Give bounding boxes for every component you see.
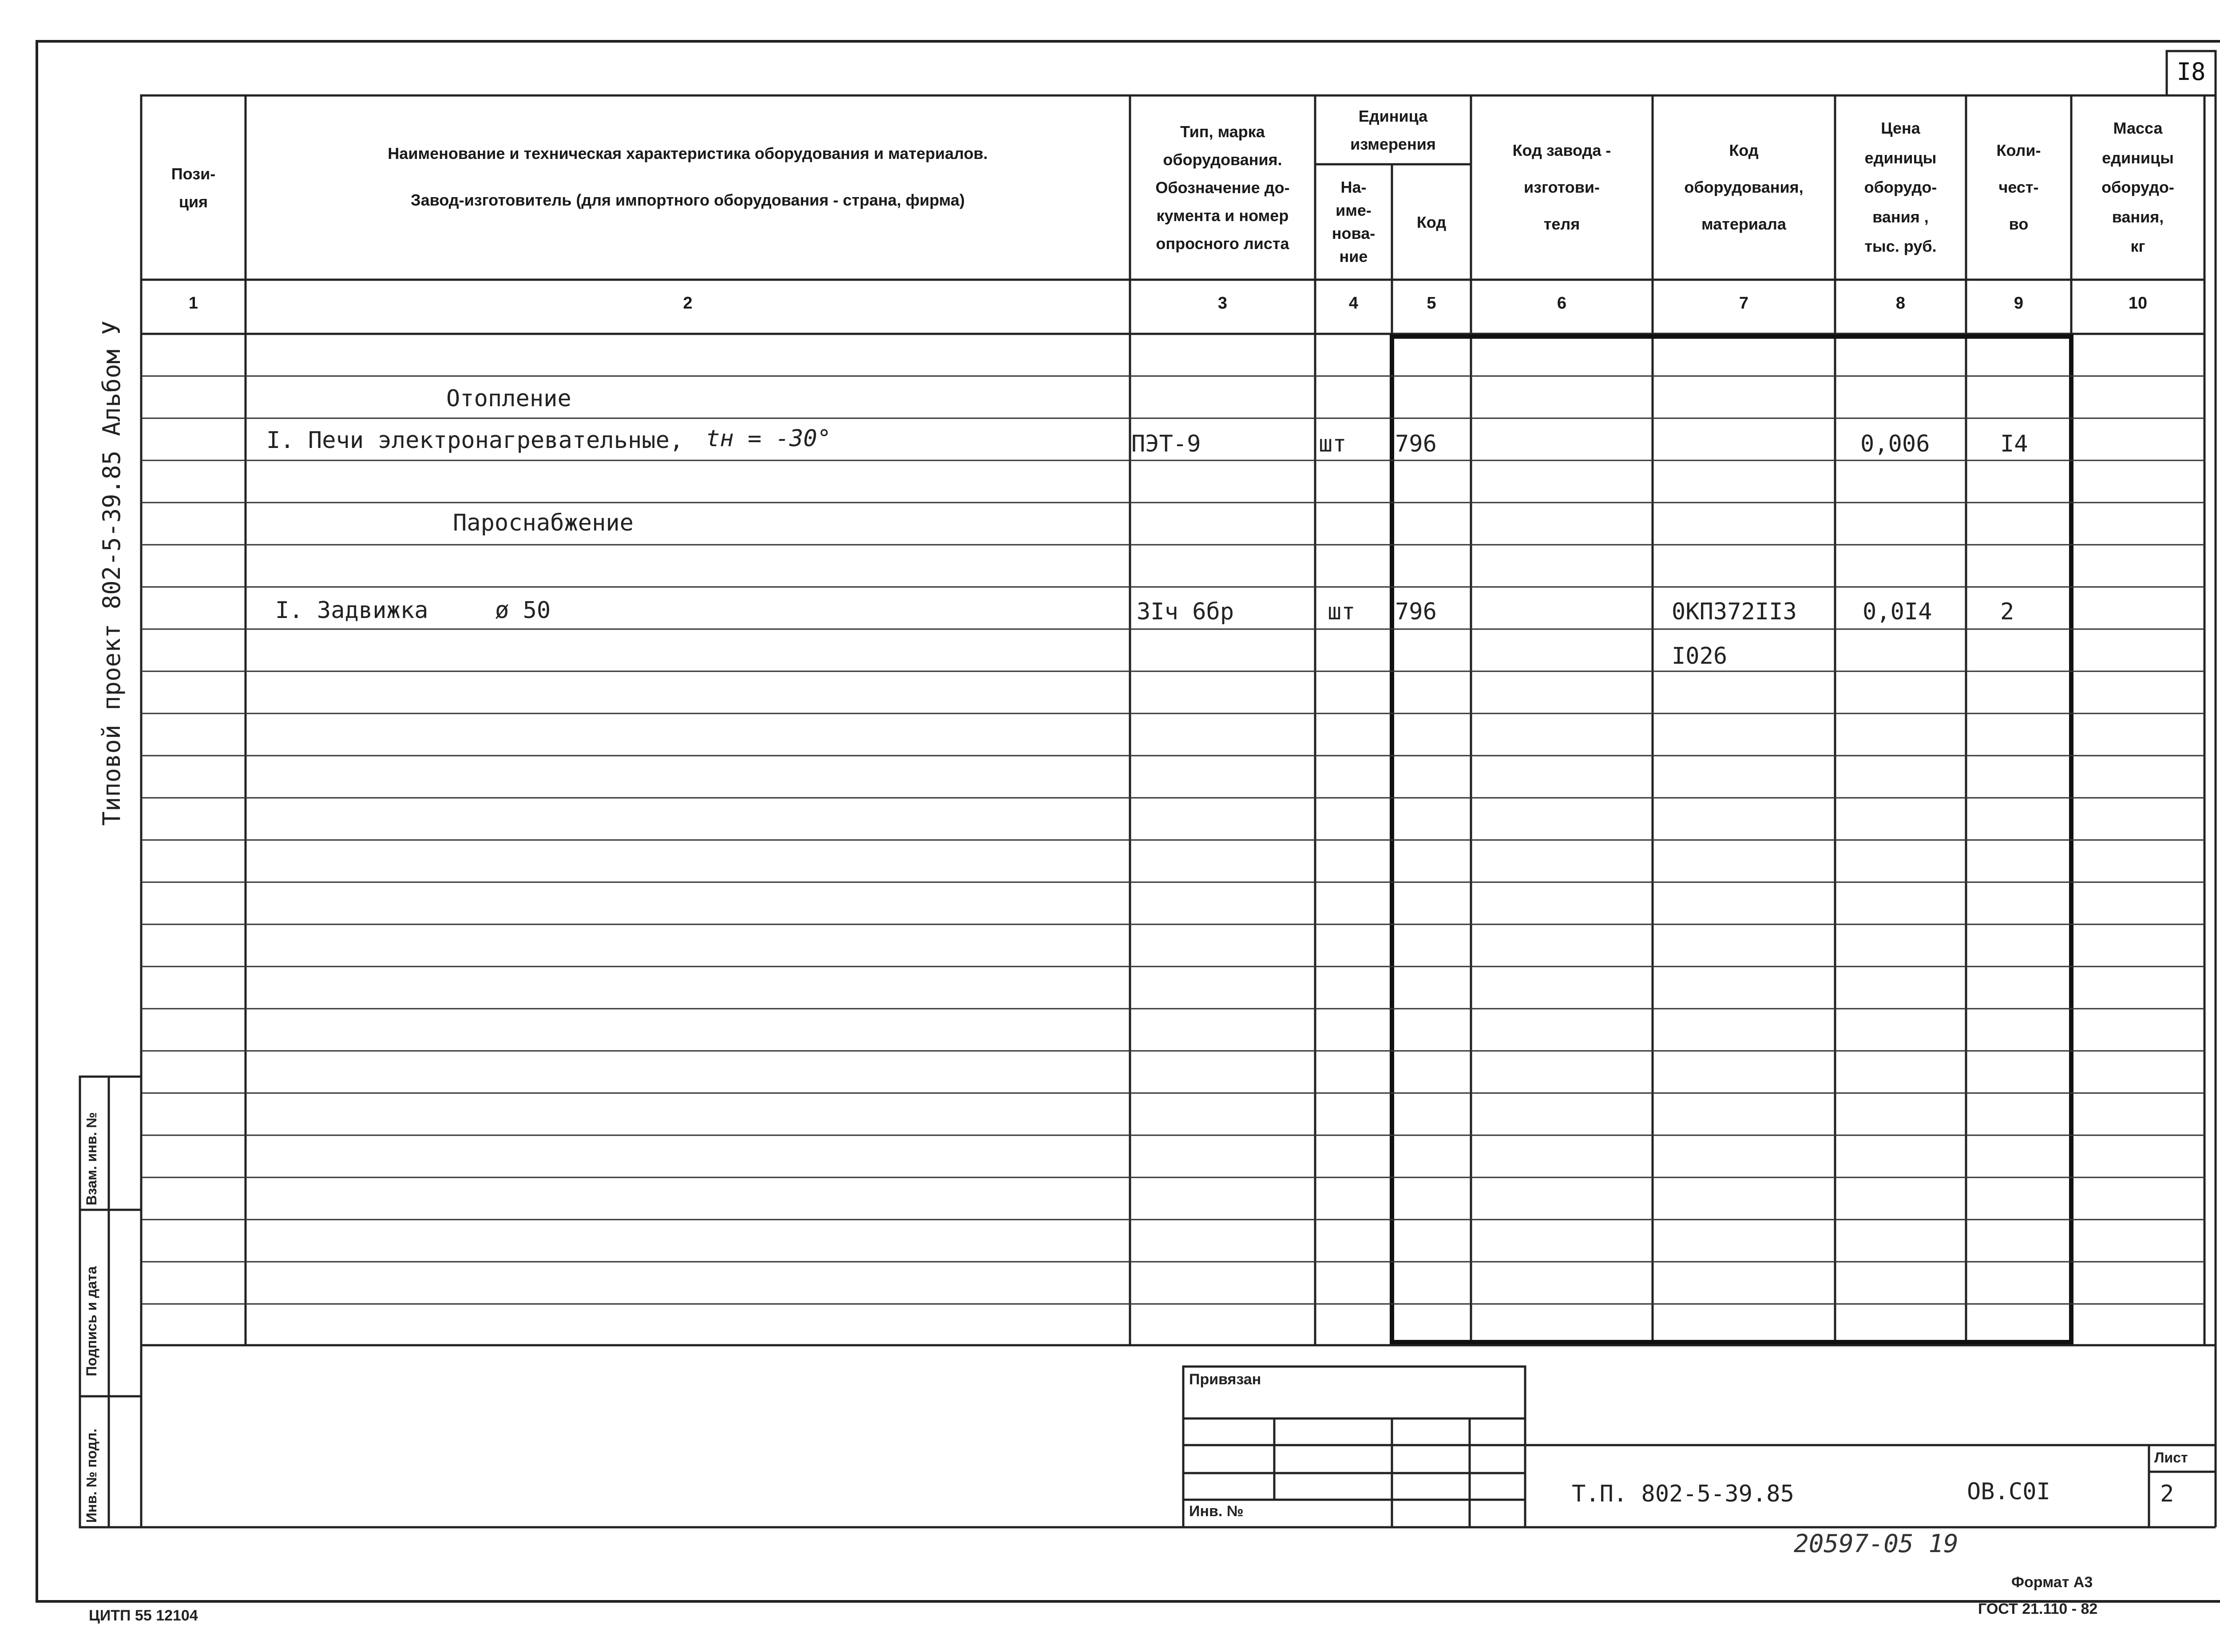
header-unit: Единица измерения (1350, 107, 1436, 153)
header-unit-name: На- име- нова- ние (1332, 178, 1376, 266)
header-quantity: Коли- чест- во (1996, 141, 2041, 233)
header-position: Пози- ция (171, 164, 216, 211)
section-heating: Отопление (446, 385, 571, 412)
item2-quantity: 2 (2000, 598, 2014, 625)
stamp-project-code: Т.П. 802-5-39.85 (1572, 1481, 1794, 1507)
header-unit-code: Код (1416, 213, 1447, 231)
item2-equipment-code: 0КП372II3 (1672, 598, 1797, 625)
header-type: Тип, марка оборудования. Обозначение до- кумента и номер опросного листа (1155, 123, 1290, 253)
item1-quantity: I4 (2000, 431, 2028, 457)
item1-type: ПЭТ-9 (1131, 431, 1201, 457)
column-number: 1 (188, 294, 198, 313)
item2-diameter: ø 50 (495, 597, 551, 624)
item1-unit: шт (1319, 431, 1347, 457)
side-box-podpis: Подпись и дата (83, 1266, 99, 1376)
item1-price: 0,006 (1860, 431, 1930, 457)
column-number: 9 (2014, 294, 2024, 313)
header-name-line1: Наименование и техническая характеристика оборудования и материалов. (388, 144, 988, 162)
column-number: 8 (1895, 294, 1906, 313)
column-number: 2 (683, 294, 693, 313)
header-mass: Масса единицы оборудо- вания, кг (2101, 119, 2174, 256)
format-label: Формат А3 (2011, 1574, 2093, 1591)
side-box-vzam: Взам. инв. № (83, 1112, 99, 1205)
handwritten-number: 20597-05 19 (1794, 1529, 1958, 1558)
citp-label: ЦИТП 55 12104 (89, 1607, 198, 1624)
side-title: Типовой проект 802-5-39.85 Альбом У (98, 321, 126, 826)
header-price: Цена единицы оборудо- вания , тыс. руб. (1864, 119, 1937, 256)
item2-unit: шт (1328, 598, 1356, 625)
column-number: 10 (2128, 294, 2148, 313)
side-box-inv: Инв. № подл. (83, 1428, 99, 1523)
item2-type: 3Iч 6бр (1137, 598, 1234, 625)
section-steam: Пароснабжение (453, 510, 634, 536)
gost-label: ГОСТ 21.110 - 82 (1978, 1600, 2098, 1617)
sheet-number-top: I8 (2176, 58, 2206, 86)
stamp-mark: ОВ.С0I (1967, 1478, 2050, 1505)
column-number: 6 (1557, 294, 1567, 313)
stamp-inv-no: Инв. № (1189, 1503, 1244, 1520)
column-number: 4 (1348, 294, 1359, 313)
item2-unit-code: 796 (1395, 598, 1437, 625)
item2-price: 0,0I4 (1863, 598, 1932, 625)
stamp-privyazan: Привязан (1189, 1371, 1261, 1388)
column-number: 7 (1739, 294, 1749, 313)
item2-name: I. Задвижка (275, 597, 428, 624)
header-equipment-code: Код оборудования, материала (1684, 141, 1804, 233)
item1-unit-code: 796 (1395, 431, 1437, 457)
item1-name: I. Печи электронагревательные, (266, 427, 684, 454)
stamp-list-number: 2 (2160, 1481, 2174, 1507)
item2-equipment-code-2: I026 (1672, 643, 1728, 670)
header-factory-code: Код завода - изготови- теля (1512, 141, 1611, 233)
header-name-line2: Завод-изготовитель (для импортного оборудования - страна, фирма) (411, 190, 965, 209)
column-number: 3 (1217, 294, 1228, 313)
column-number: 5 (1427, 294, 1436, 313)
stamp-list-label: Лист (2154, 1450, 2188, 1466)
item1-temperature: tн = -30° (706, 425, 831, 452)
